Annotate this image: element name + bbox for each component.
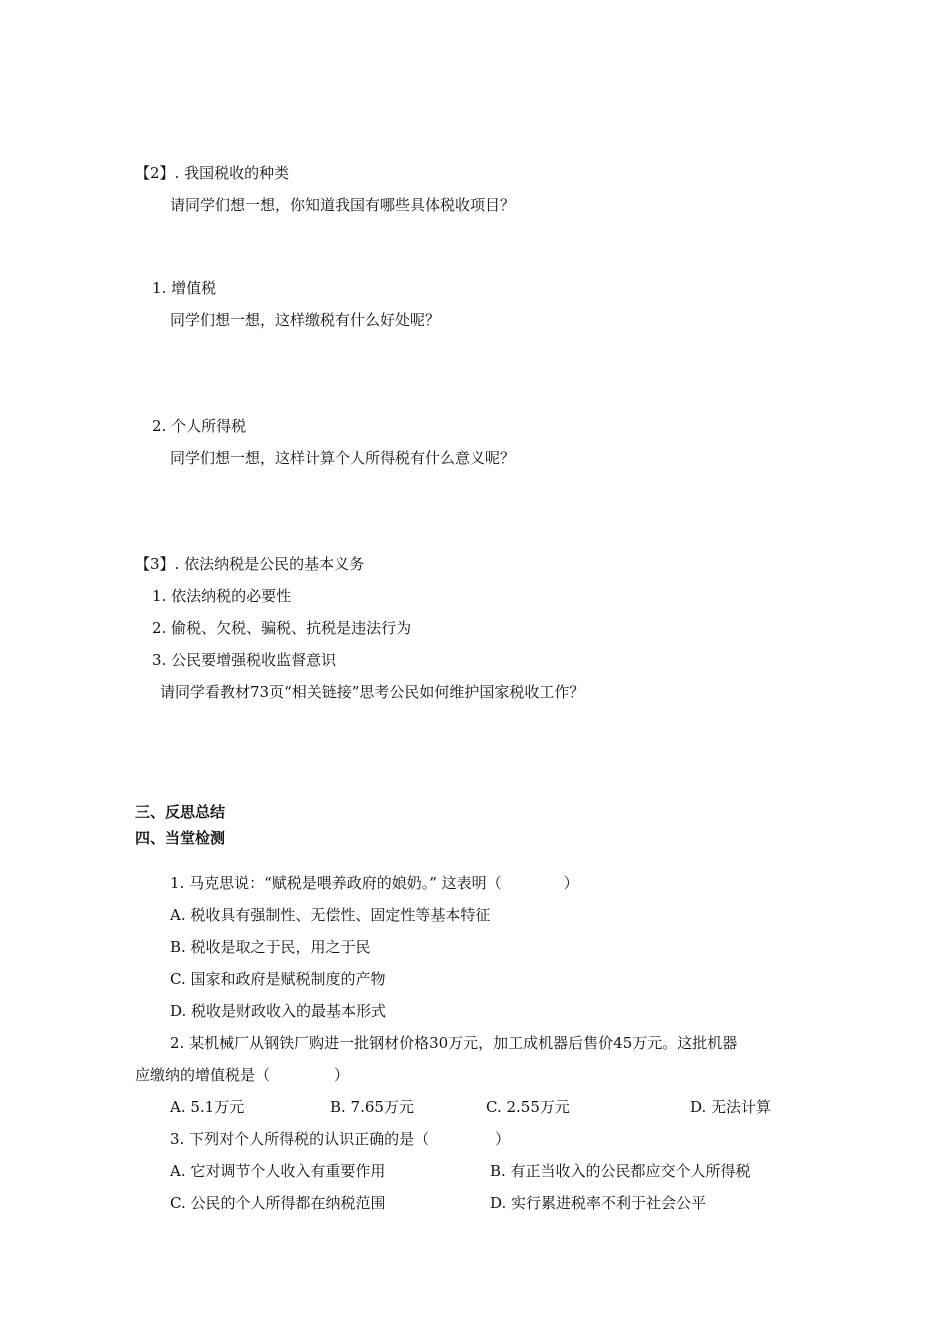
q3-stem-text: 3. 下列对个人所得税的认识正确的是（ <box>170 1130 430 1148</box>
section3-item: 2. 偷税、欠税、骗税、抗税是违法行为 <box>152 619 412 637</box>
q1-option-a: A. 税收具有强制性、无偿性、固定性等基本特征 <box>170 906 491 924</box>
q2-option-b: B. 7.65万元 <box>330 1098 414 1116</box>
q3-option-b: B. 有正当收入的公民都应交个人所得税 <box>490 1162 751 1180</box>
q3-stem <box>170 1129 510 1149</box>
test-title: 四、当堂检测 <box>135 829 226 847</box>
q2-stem: 2. 某机械厂从钢铁厂购进一批钢材价格30万元，加工成机器后售价45万元。这批机器 <box>170 1034 738 1052</box>
item-vat-question: 同学们想一想，这样缴税有什么好处呢？ <box>170 311 441 329</box>
section3-item: 1. 依法纳税的必要性 <box>152 587 292 605</box>
q2-option-d: D. 无法计算 <box>690 1098 772 1116</box>
q3-close: ） <box>495 1130 511 1148</box>
q3-option-c: C. 公民的个人所得都在纳税范围 <box>170 1194 386 1212</box>
item-income-tax-question: 同学们想一想，这样计算个人所得税有什么意义呢？ <box>170 449 516 467</box>
q3-option-a: A. 它对调节个人收入有重要作用 <box>170 1162 386 1180</box>
q1-option-b: B. 税收是取之于民，用之于民 <box>170 938 371 956</box>
q2-stem2-text: 应缴纳的增值税是（ <box>135 1066 271 1084</box>
q2-option-a: A. 5.1万元 <box>170 1098 245 1116</box>
section2-heading: 【2】. 我国税收的种类 <box>135 164 290 182</box>
section3-question: 请同学看教材73页“相关链接”思考公民如何维护国家税收工作？ <box>160 683 585 701</box>
reflection-title: 三、反思总结 <box>135 803 226 821</box>
q3-option-d: D. 实行累进税率不利于社会公平 <box>490 1194 707 1212</box>
q1-close: ） <box>563 874 579 892</box>
q1-stem-text: 1. 马克思说：“赋税是喂养政府的娘奶。” 这表明（ <box>170 874 502 892</box>
section3-item: 3. 公民要增强税收监督意识 <box>152 651 337 669</box>
q1-stem <box>170 873 579 893</box>
q2-option-c: C. 2.55万元 <box>486 1098 570 1116</box>
q2-close: ） <box>334 1066 350 1084</box>
q2-stem-cont <box>135 1065 349 1085</box>
q1-option-d: D. 税收是财政收入的最基本形式 <box>170 1002 387 1020</box>
item-vat: 1. 增值税 <box>152 279 217 297</box>
section2-question: 请同学们想一想，你知道我国有哪些具体税收项目？ <box>170 196 516 214</box>
q1-option-c: C. 国家和政府是赋税制度的产物 <box>170 970 386 988</box>
item-income-tax: 2. 个人所得税 <box>152 417 247 435</box>
section3-heading: 【3】. 依法纳税是公民的基本义务 <box>135 555 365 573</box>
